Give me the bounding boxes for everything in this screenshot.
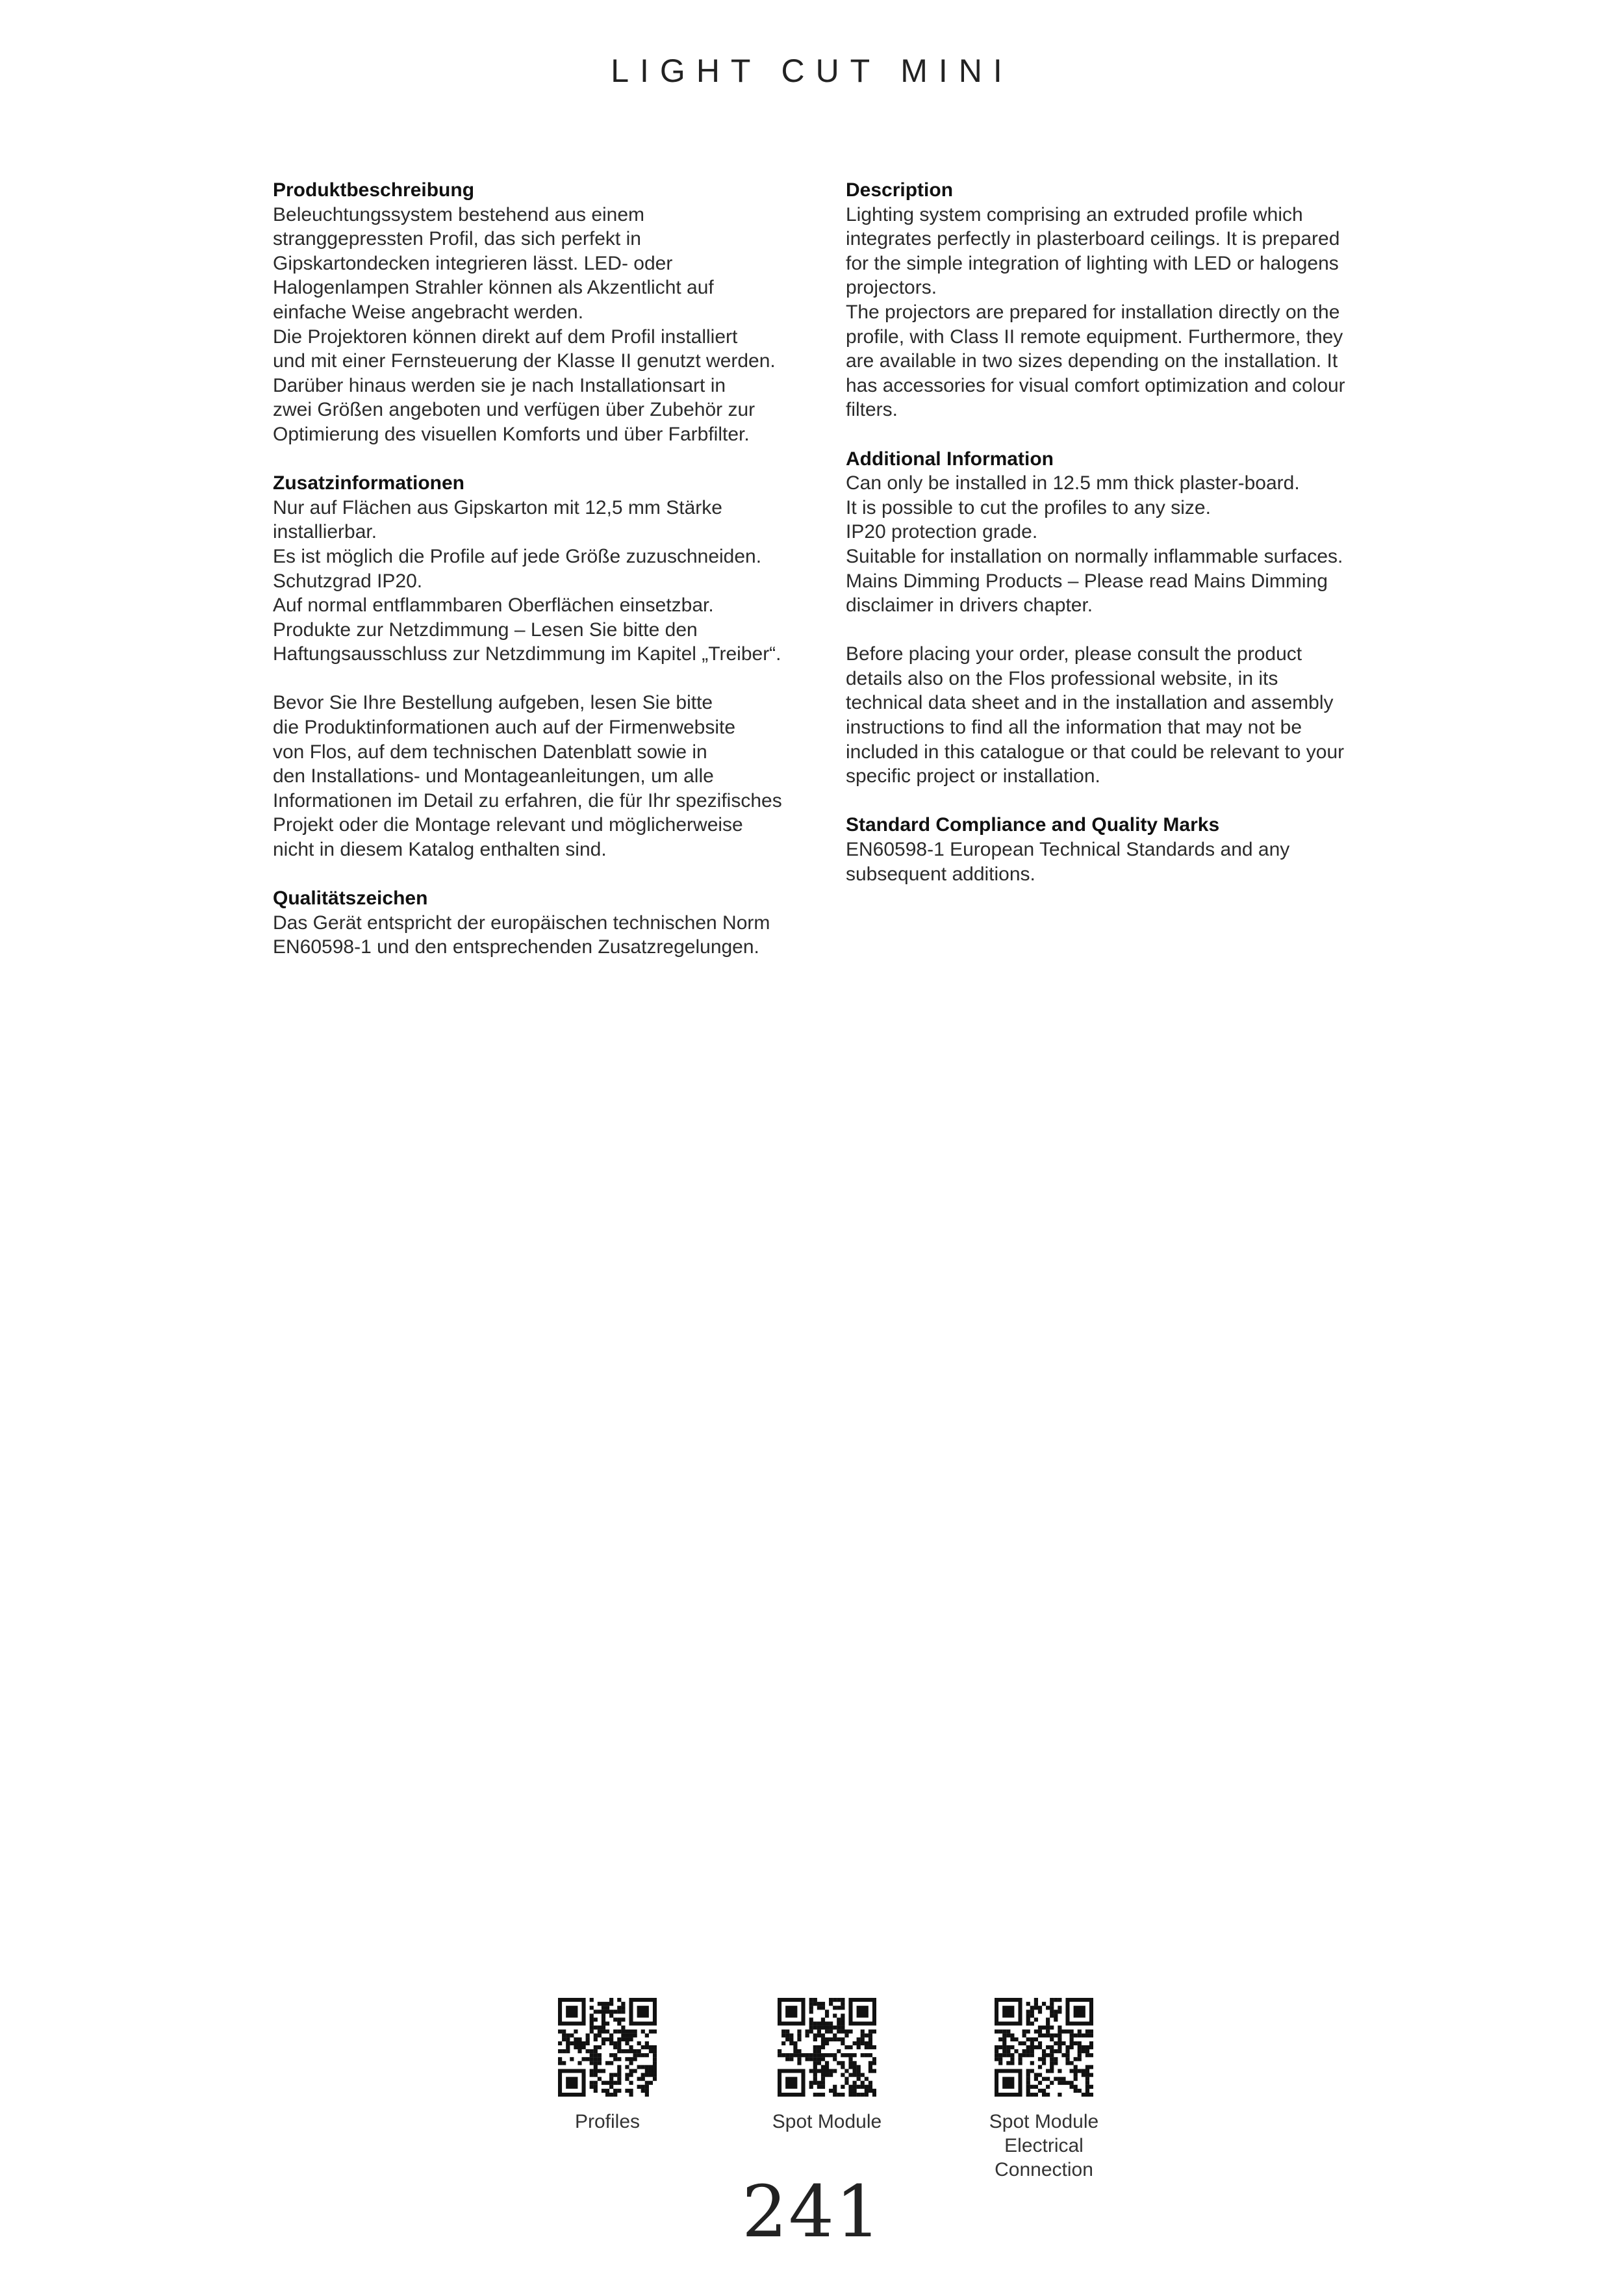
section-body: Nur auf Flächen aus Gipskarton mit 12,5 mm Stärke installierbar. Es ist möglich die Profile auf jede Größe zuzuschneiden. Schutzgrad IP20. Auf normal entflammbaren Oberflächen einsetzbar. Produkte zur Netzdimmung – Lesen Sie bitte den Haftungsausschluss zur Netzdimmung im Kapitel „Treiber“. Bevor Sie Ihre Bestellung aufgeben, lesen Sie bitte die Produktinformationen auch auf der Firmenwebsite von Flos, auf dem technischen Datenblatt sowie in den Installations- und Montageanleitungen, um alle Informationen im Detail zu erfahren, die für Ihr spezifisches Projekt oder die Montage relevant und möglicherweise nicht in diesem Katalog enthalten sind.: [273, 496, 782, 861]
section-zusatzinformationen: [273, 471, 812, 862]
qr-label: Spot Module: [772, 2111, 882, 2132]
section-description: [846, 178, 1385, 422]
section-produktbeschreibung: [273, 178, 812, 447]
section-heading: Standard Compliance and Quality Marks: [846, 814, 1220, 836]
qr-link-spot-module-electrical-connection[interactable]: [972, 1998, 1115, 2182]
section-body: Das Gerät entspricht der europäischen technischen Norm EN60598-1 und den entsprechenden Zusatzregelungen.: [273, 912, 770, 958]
page-number: 241: [742, 2170, 882, 2253]
qr-code-icon[interactable]: [558, 1998, 657, 2097]
qr-link-profiles[interactable]: [536, 1998, 679, 2134]
section-heading: Zusatzinformationen: [273, 472, 465, 494]
qr-link-spot-module[interactable]: [755, 1998, 898, 2134]
section-body: Can only be installed in 12.5 mm thick plaster-board. It is possible to cut the profiles to any size. IP20 protection grade. Suitable for installation on normally inflammable surfaces. Mains Dimming Products – Please read Mains Dimming disclaimer in drivers chapter. Before placing your order, please consult the product details also on the Flos professional website, in its technical data sheet and in the installation and assembly instructions to find all the information that may not be included in this catalogue or that could be relevant to your specific project or installation.: [846, 472, 1345, 787]
section-body: EN60598-1 European Technical Standards and any subsequent additions.: [846, 839, 1290, 885]
qr-code-row: [0, 1998, 1624, 2193]
section-heading: Qualitätszeichen: [273, 888, 428, 910]
section-heading: Produktbeschreibung: [273, 179, 475, 201]
section-additional-information: [846, 447, 1385, 789]
qr-code-icon[interactable]: [778, 1998, 876, 2097]
section-body: Lighting system comprising an extruded profile which integrates perfectly in plasterboard ceilings. It is prepared for the simple integration of lighting with LED or halogens projectors. The projectors are prepared for installation directly on the profile, with Class II remote equipment. Furthermore, they are available in two sizes depending on the installation. It has accessories for visual comfort optimization and colour filters.: [846, 203, 1345, 421]
section-body: Beleuchtungssystem bestehend aus einem stranggepressten Profil, das sich perfekt in Gipskartondecken integrieren lässt. LED- oder Halogenlampen Strahler können als Akzentlicht auf einfache Weise angebracht werden. Die Projektoren können direkt auf dem Profil installiert und mit einer Fernsteuerung der Klasse II genutzt werden. Darüber hinaus werden sie je nach Installationsart in zwei Größen angeboten und verfügen über Zubehör zur Optimierung des visuellen Komforts und über Farbfilter.: [273, 203, 776, 445]
section-heading: Description: [846, 179, 954, 201]
section-heading: Additional Information: [846, 448, 1054, 470]
german-column: [273, 178, 812, 984]
english-column: [846, 178, 1385, 911]
qr-label: Spot Module Electrical Connection: [989, 2111, 1099, 2180]
section-qualitaetszeichen: [273, 886, 812, 960]
section-standard-compliance: [846, 813, 1385, 886]
qr-code-icon[interactable]: [995, 1998, 1093, 2097]
qr-label: Profiles: [574, 2111, 641, 2132]
page-title: LIGHT CUT MINI: [611, 53, 1013, 89]
